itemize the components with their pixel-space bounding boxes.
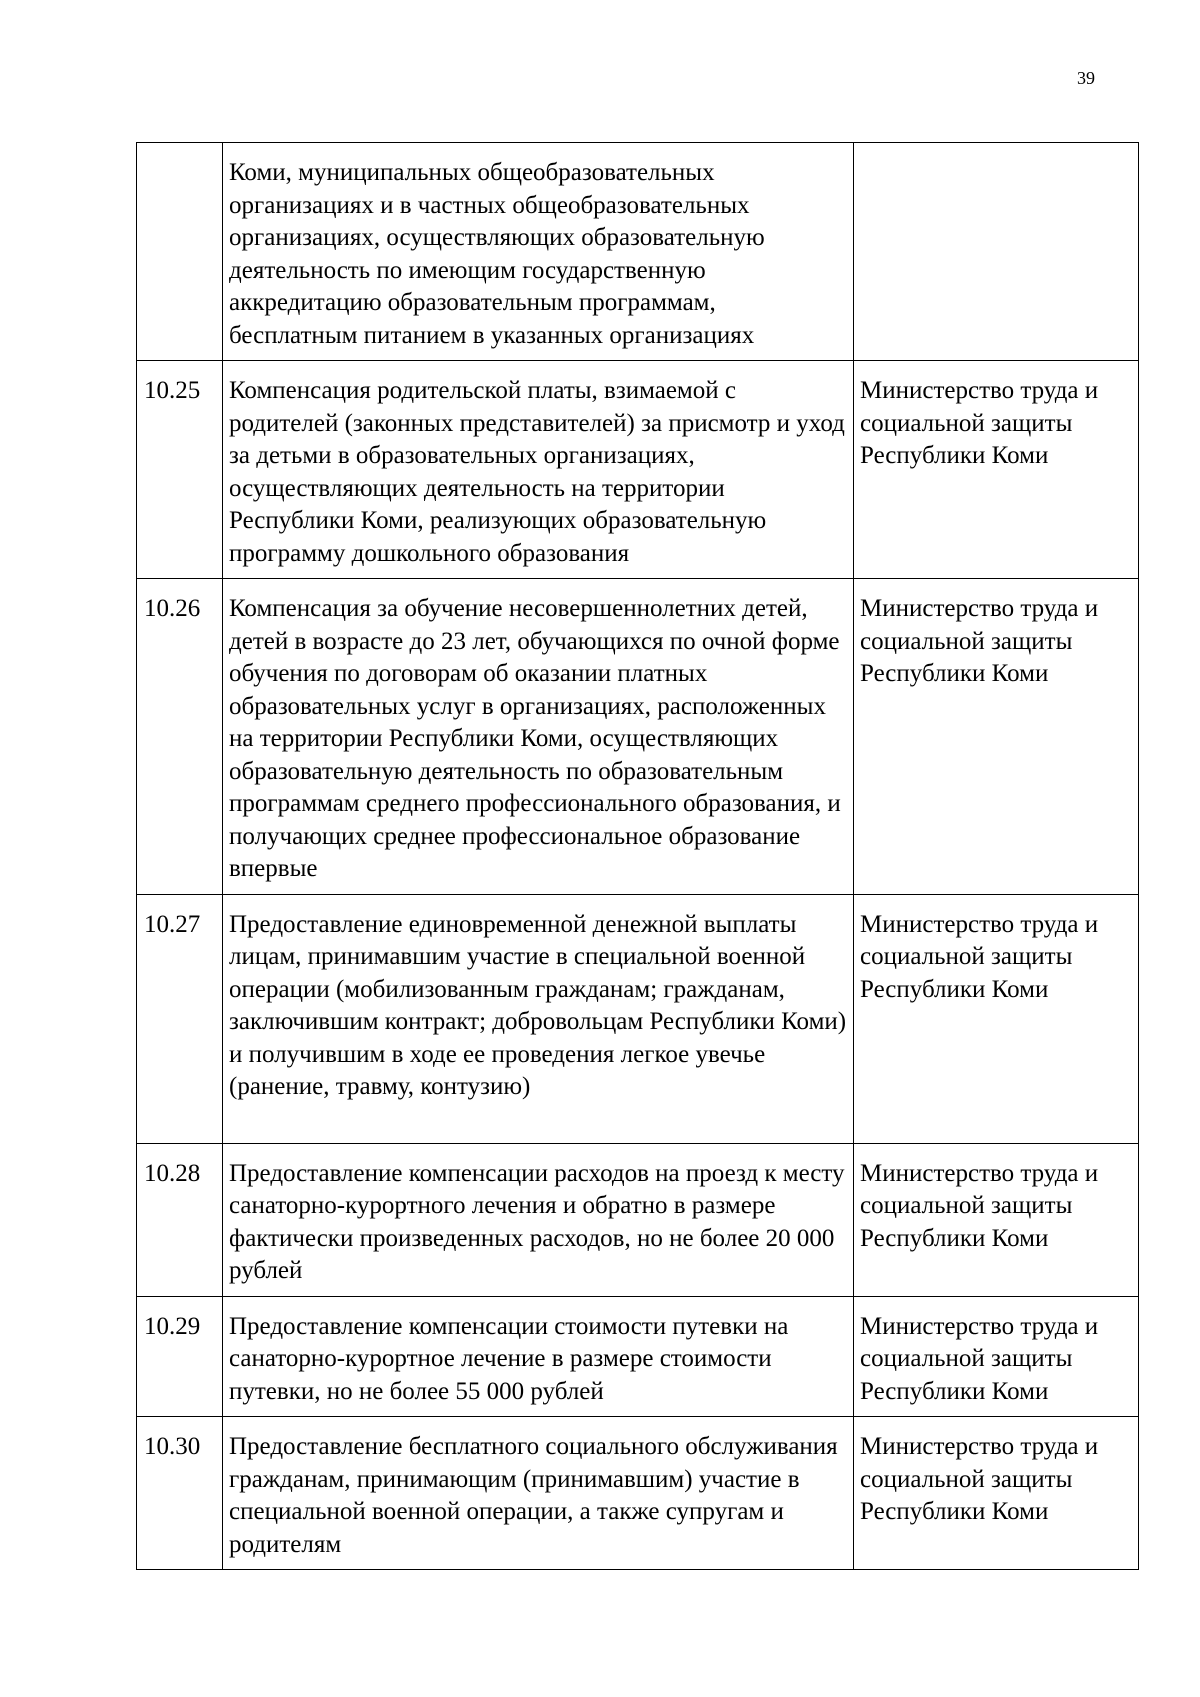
responsible-body: Министерство труда и социальной защиты Республики Коми [854,361,1139,579]
row-number: 10.30 [137,1417,223,1570]
table-row [137,1143,1139,1296]
table-row [137,1417,1139,1570]
service-description: Компенсация родительской платы, взимаемой с родителей (законных представителей) за присмотр и уход за детьми в образовательных организациях, осуществляющих деятельность на территории Республики Коми, реализующих образовательную программу дошкольного образования [223,361,854,579]
service-description: Компенсация за обучение несовершеннолетних детей, детей в возрасте до 23 лет, обучающихся по очной форме обучения по договорам об оказании платных образовательных услуг в организациях, расположенных на территории Республики Коми, осуществляющих образовательную деятельность по образовательным программам среднего профессионального образования, и получающих среднее профессиональное образование впервые [223,579,854,895]
service-description: Предоставление компенсации стоимости путевки на санаторно-курортное лечение в размере стоимости путевки, но не более 55 000 рублей [223,1296,854,1417]
service-description: Предоставление единовременной денежной выплаты лицам, принимавшим участие в специальной военной операции (мобилизованным гражданам; гражданам, заключившим контракт; добровольцам Республики Коми) и получившим в ходе ее проведения легкое увечье (ранение, травму, контузию) [223,894,854,1143]
row-number: 10.28 [137,1143,223,1296]
table-row [137,579,1139,895]
row-number: 10.29 [137,1296,223,1417]
table-row [137,894,1139,1143]
row-number [137,143,223,361]
page-number: 39 [1077,68,1095,88]
service-description: Коми, муниципальных общеобразовательных организациях и в частных общеобразовательных организациях, осуществляющих образовательную деятельность по имеющим государственную аккредитацию образовательным программам, бесплатным питанием в указанных организациях [223,143,854,361]
responsible-body: Министерство труда и социальной защиты Республики Коми [854,1417,1139,1570]
row-number: 10.26 [137,579,223,895]
service-description: Предоставление компенсации расходов на проезд к месту санаторно-курортного лечения и обратно в размере фактически произведенных расходов, но не более 20 000 рублей [223,1143,854,1296]
responsible-body: Министерство труда и социальной защиты Республики Коми [854,894,1139,1143]
table-row [137,143,1139,361]
services-table [136,142,1139,1570]
table-row [137,1296,1139,1417]
row-number: 10.27 [137,894,223,1143]
service-description: Предоставление бесплатного социального обслуживания гражданам, принимающим (принимавшим) участие в специальной военной операции, а также супругам и родителям [223,1417,854,1570]
responsible-body: Министерство труда и социальной защиты Республики Коми [854,1143,1139,1296]
responsible-body: Министерство труда и социальной защиты Республики Коми [854,1296,1139,1417]
responsible-body [854,143,1139,361]
row-number: 10.25 [137,361,223,579]
table-row [137,361,1139,579]
responsible-body: Министерство труда и социальной защиты Республики Коми [854,579,1139,895]
